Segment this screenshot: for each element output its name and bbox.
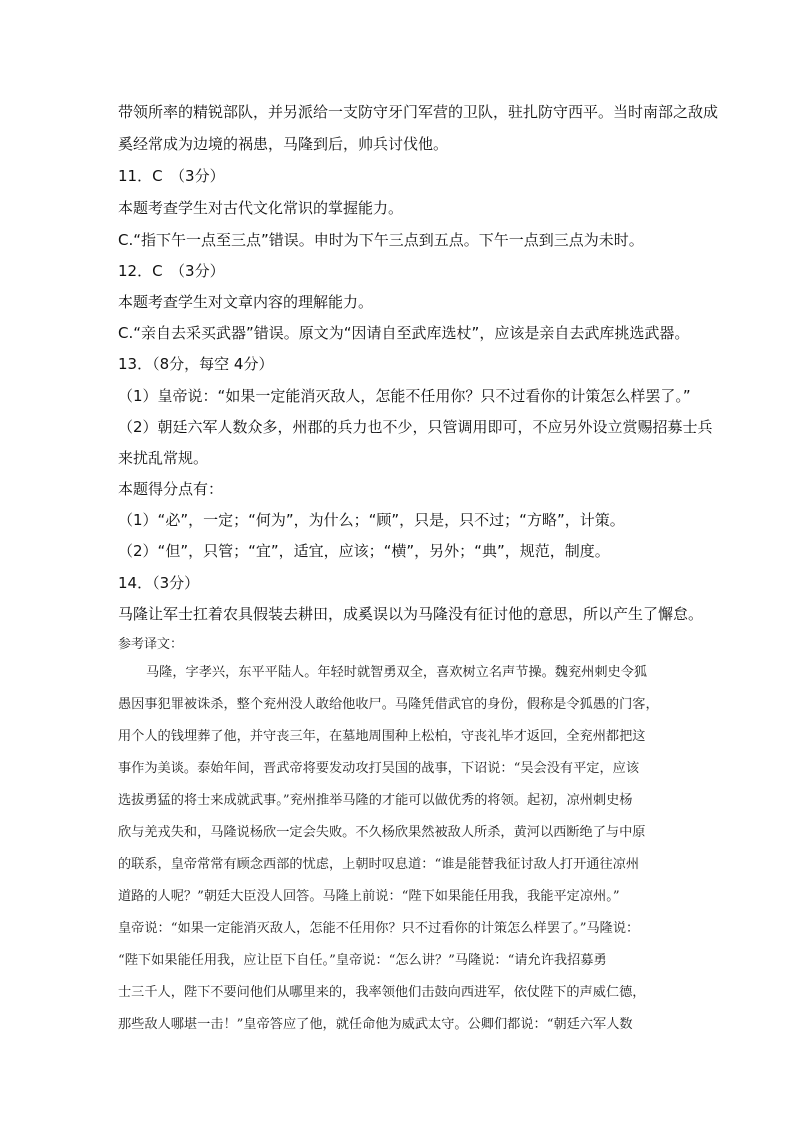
translation-title: 参考译文： <box>118 637 184 652</box>
translation-line: 的联系，皇帝常常有顾念西部的忧虑，上朝时叹息道：“谁是能替我征讨敌人打开通往凉州 <box>118 857 640 872</box>
q11-header: 11．C （3分） <box>118 167 225 185</box>
q12-explanation: 本题考查学生对文章内容的理解能力。 <box>118 293 374 311</box>
q11-explanation: 本题考查学生对古代文化常识的掌握能力。 <box>118 199 404 217</box>
translation-line: 愚因事犯罪被诛杀，整个兖州没人敢给他收尸。马隆凭借武官的身份，假称是令狐愚的门客， <box>118 697 659 712</box>
q12-detail: C.“亲自去采买武器”错误。原文为“因请自至武库选杖”，应该是亲自去武库挑选武器。 <box>118 324 690 342</box>
q11-detail: C.“指下午一点至三点”错误。申时为下午三点到五点。下午一点到三点为未时。 <box>118 231 644 249</box>
q13-answer-2-line-1: （2）朝廷六军人数众多，州郡的兵力也不少，只管调用即可，不应另外设立赏赐招募士兵 <box>118 418 713 436</box>
q13-header: 13．（8分，每空 4分） <box>118 355 274 373</box>
q13-answer-2-line-2: 来扰乱常规。 <box>118 449 209 467</box>
translation-line: 马隆，字孝兴，东平平陆人。年轻时就智勇双全，喜欢树立名声节操。魏兖州刺史令狐 <box>146 665 648 680</box>
translation-line: 欣与羌戎失和，马隆说杨欣一定会失败。不久杨欣果然被敌人所杀，黄河以西断绝了与中原 <box>118 825 646 840</box>
q14-header: 14．（3分） <box>118 574 200 592</box>
translation-line: 士三千人，陛下不要问他们从哪里来的，我率领他们击鼓向西进军，依仗陛下的声威仁德， <box>118 985 646 1000</box>
q14-answer: 马隆让军士扛着农具假装去耕田，成奚误以为马隆没有征讨他的意思，所以产生了懈怠。 <box>118 605 704 623</box>
q13-points-title: 本题得分点有： <box>118 480 224 498</box>
q13-answer-1: （1）皇帝说：“如果一定能消灭敌人，怎能不任用你？只不过看你的计策怎么样罢了。” <box>118 387 691 405</box>
intro-line-1: 带领所率的精锐部队，并另派给一支防守牙门军营的卫队，驻扎防守西平。当时南部之敌成 <box>118 103 719 121</box>
translation-line: 事作为美谈。泰始年间，晋武帝将要发动攻打吴国的战事，下诏说：“吴会没有平定，应该 <box>118 761 640 776</box>
q12-header: 12．C （3分） <box>118 262 225 280</box>
translation-line: 那些敌人哪堪一击！”皇帝答应了他，就任命他为威武太守。公卿们都说：“朝廷六军人数 <box>118 1017 633 1032</box>
intro-line-2: 奚经常成为边境的祸患，马隆到后，帅兵讨伐他。 <box>118 135 449 153</box>
translation-line: 选拔勇猛的将士来成就武事。”兖州推举马隆的才能可以做优秀的将领。起初，凉州刺史杨 <box>118 793 633 808</box>
translation-line: “陛下如果能任用我，应让臣下自任。”皇帝说：“怎么讲？”马隆说：“请允许我招募勇 <box>118 953 607 968</box>
translation-line: 皇帝说：“如果一定能消灭敌人，怎能不任用你？只不过看你的计策怎么样罢了。”马隆说： <box>118 921 640 936</box>
translation-line: 道路的人呢？”朝廷大臣没人回答。马隆上前说：“陛下如果能任用我，我能平定凉州。” <box>118 889 620 904</box>
q13-points-1: （1）“必”，一定；“何为”，为什么；“顾”，只是，只不过；“方略”，计策。 <box>118 511 625 529</box>
translation-line: 用个人的钱埋葬了他，并守丧三年，在墓地周围种上松柏，守丧礼毕才返回，全兖州都把这 <box>118 729 646 744</box>
q13-points-2: （2）“但”，只管；“宜”，适宜，应该；“横”，另外；“典”，规范，制度。 <box>118 542 610 560</box>
